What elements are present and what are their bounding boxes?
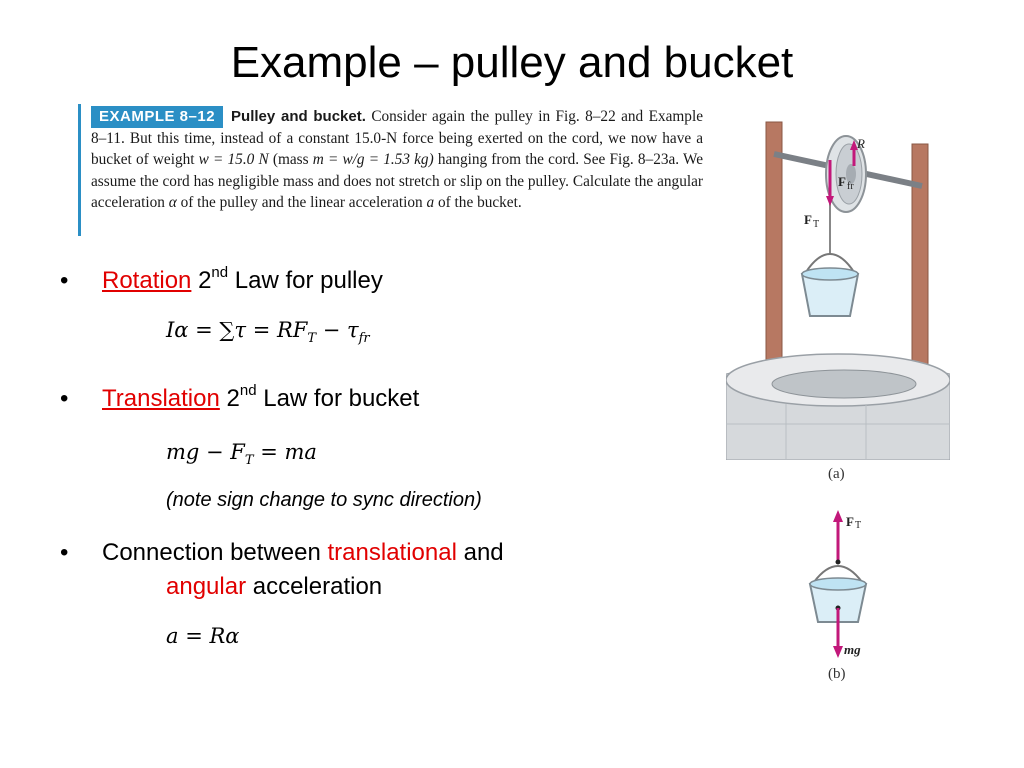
example-heading: Pulley and bucket. [231, 108, 366, 125]
ordinal-number: 2 [198, 267, 212, 294]
example-text-part: of the pulley and the linear acceleration [180, 194, 423, 211]
label-Ffr: F [838, 174, 846, 189]
figure-a-caption: (a) [828, 466, 845, 482]
bullet-rest: Law for bucket [263, 385, 420, 412]
figure-b-caption: (b) [828, 666, 846, 682]
label-FT: F [804, 212, 812, 227]
figure-a-well [726, 104, 950, 460]
ordinal-suffix: nd [239, 382, 257, 399]
example-tag: EXAMPLE 8–12 [91, 106, 223, 128]
eq-sub: T [307, 331, 317, 347]
eq-part: mg − F [166, 440, 245, 464]
example-mass: m = w/g = 1.53 kg) [312, 151, 434, 168]
bullet-text [102, 538, 504, 568]
eq-part: = ma [253, 440, 317, 464]
translation-highlight: Translation [102, 385, 220, 412]
label-mg: mg [844, 642, 861, 657]
bullet-connection-continued [166, 573, 382, 601]
rotation-highlight: Rotation [102, 267, 192, 294]
bullet-dot: • [60, 539, 69, 566]
example-text-part: Consider again the pulley in Fig. 8–22 and Example 8–11. But this time, instead of a constant 15.0-N force being exerted on the cord, we now have a bucket of weight [91, 108, 703, 168]
eq-sub: fr [358, 331, 370, 347]
angular-highlight: angular [166, 573, 247, 600]
example-alpha: α [168, 194, 177, 211]
figure-b-free-body [798, 506, 898, 666]
bullet-dot: • [60, 385, 69, 412]
slide-title: Example – pulley and bucket [230, 38, 794, 87]
example-box [78, 104, 703, 236]
sign-change-note: (note sign change to sync direction) [166, 489, 482, 511]
bullet-text [102, 384, 419, 414]
label-FT-b-sub: T [855, 520, 862, 531]
example-text-part: (mass [272, 151, 309, 168]
translation-equation [166, 440, 317, 468]
ordinal-number: 2 [226, 385, 240, 412]
bullet-dot: • [60, 267, 69, 294]
bullet-mid: and [463, 539, 504, 566]
ordinal-suffix: nd [211, 264, 229, 281]
eq-sub: T [244, 453, 254, 469]
connection-equation: a = Rα [166, 624, 240, 648]
eq-part: Iα = ∑τ = RF [166, 318, 308, 342]
example-weight: w = 15.0 N [198, 151, 269, 168]
bullet-rest: acceleration [252, 573, 383, 600]
bullet-lead: Connection between [102, 539, 321, 566]
label-FT-sub: T [813, 219, 820, 230]
example-text-part: hanging from the cord. See Fig. 8–23a. We assume the cord has negligible mass and does not stretch or slip on the pulley. Calculate the angular acceleration [91, 151, 703, 211]
eq-part: − τ [316, 318, 359, 342]
bullet-text [102, 266, 383, 296]
example-text [91, 106, 703, 214]
label-FT-b: F [846, 514, 854, 529]
bullet-rest: Law for pulley [234, 267, 383, 294]
rotation-equation [166, 318, 370, 346]
example-text-part: of the bucket. [437, 194, 522, 211]
example-a: a [426, 194, 435, 211]
label-Ffr-sub: fr [847, 181, 854, 192]
translational-highlight: translational [327, 539, 457, 566]
label-R: R [857, 136, 865, 151]
